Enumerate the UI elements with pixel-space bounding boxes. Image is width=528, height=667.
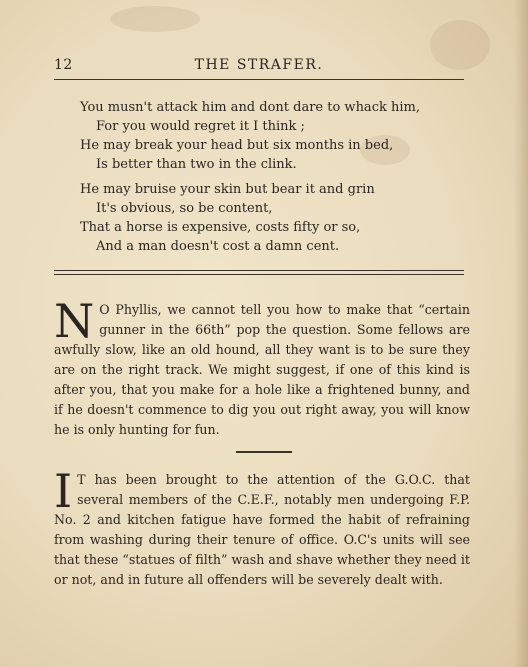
poem-line: You musn't attack him and dont dare to whack him, bbox=[80, 100, 420, 115]
drop-cap: I bbox=[54, 464, 73, 518]
article-text: O Phyllis, we cannot tell you how to make that “certain gunner in the 66th” pop the question. Some fellows are awfully slow, like an old hound, all they want is to be sure they are on the right track. We might suggest, if one of this kind is after you, that you make for a hole like a frightened bunny, and if he doesn't commence to dig you out right away, you will know he is only hunting for fun. bbox=[54, 302, 470, 437]
page-edge-shadow bbox=[514, 0, 528, 667]
section-double-rule bbox=[54, 270, 464, 275]
poem-line: He may bruise your skin but bear it and grin bbox=[80, 182, 375, 197]
drop-cap: N bbox=[54, 294, 95, 348]
poem-line: And a man doesn't cost a damn cent. bbox=[96, 239, 340, 254]
paper-stain bbox=[110, 6, 200, 32]
article-goc-notice bbox=[54, 464, 470, 590]
poem bbox=[80, 98, 460, 262]
poem-stanza bbox=[80, 98, 460, 174]
running-title: THE STRAFER. bbox=[194, 57, 324, 73]
poem-line: Is better than two in the clink. bbox=[96, 157, 297, 172]
poem-line: That a horse is expensive, costs fifty or so, bbox=[80, 220, 361, 235]
article-phyllis bbox=[54, 294, 470, 440]
page-header bbox=[54, 57, 464, 79]
article-text: T has been brought to the attention of the G.O.C. that several members of the C.E.F., notably men undergoing F.P. No. 2 and kitchen fatigue have formed the habit of refraining from washing during their tenure of office. O.C's units will see that these “statues of filth” wash and shave whether they need it or not, and in future all offenders will be severely dealt with. bbox=[54, 472, 470, 587]
poem-line: It's obvious, so be content, bbox=[96, 201, 273, 216]
page-number: 12 bbox=[54, 57, 73, 73]
poem-stanza bbox=[80, 180, 460, 256]
header-rule bbox=[54, 79, 464, 80]
section-short-rule bbox=[236, 451, 292, 453]
poem-line: For you would regret it I think ; bbox=[96, 119, 305, 134]
poem-line: He may break your head but six months in bed, bbox=[80, 138, 394, 153]
